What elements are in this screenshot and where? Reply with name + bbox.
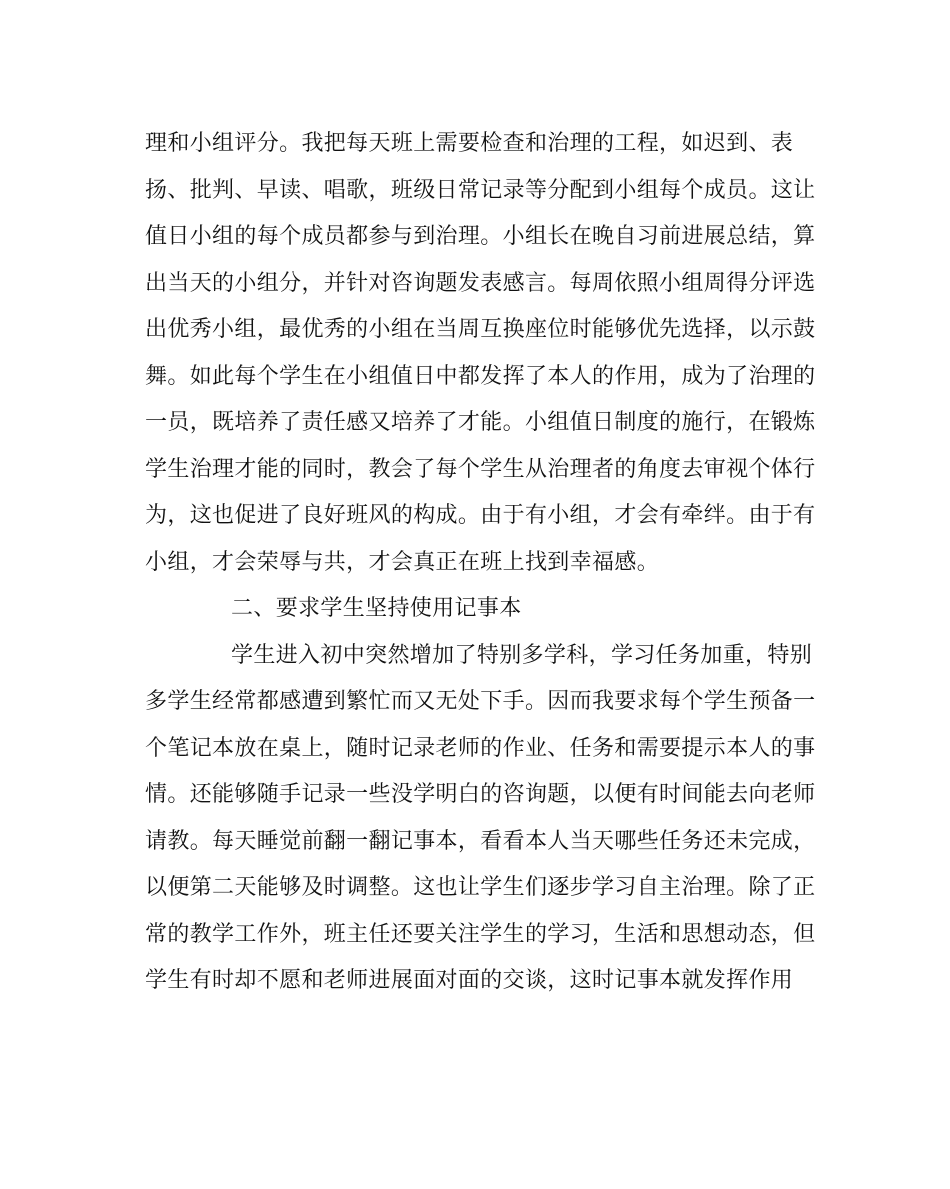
paragraph-2-line-8: 学生有时却不愿和老师进展面对面的交谈，这时记事本就发挥作用 [145, 968, 794, 993]
paragraph-2-line-7: 常的教学工作外，班主任还要关注学生的学习，生活和思想动态，但 [145, 922, 816, 947]
paragraph-1-line-10: 小组，才会荣辱与共，才会真正在班上找到幸福感。 [145, 550, 660, 575]
paragraph-2-line-5: 请教。每天睡觉前翻一翻记事本，看看本人当天哪些任务还未完成， [145, 829, 816, 854]
paragraph-1-line-7: 一员，既培养了责任感又培养了才能。小组值日制度的施行，在锻炼 [145, 410, 816, 435]
paragraph-1-line-2: 扬、批判、早读、唱歌，班级日常记录等分配到小组每个成员。这让 [145, 178, 816, 203]
section-heading: 二、要求学生坚持使用记事本 [231, 596, 522, 621]
paragraph-2-line-6: 以便第二天能够及时调整。这也让学生们逐步学习自主治理。除了正 [145, 875, 816, 900]
paragraph-2-line-3: 个笔记本放在桌上，随时记录老师的作业、任务和需要提示本人的事 [145, 736, 816, 761]
paragraph-1-line-1: 理和小组评分。我把每天班上需要检查和治理的工程，如迟到、表 [145, 131, 794, 156]
paragraph-1-line-8: 学生治理才能的同时，教会了每个学生从治理者的角度去审视个体行 [145, 457, 816, 482]
paragraph-2-line-2: 多学生经常都感遭到繁忙而又无处下手。因而我要求每个学生预备一 [145, 689, 816, 714]
paragraph-1-line-5: 出优秀小组，最优秀的小组在当周互换座位时能够优先选择，以示鼓 [145, 317, 816, 342]
paragraph-2-line-4: 情。还能够随手记录一些没学明白的咨询题，以便有时间能去向老师 [145, 782, 816, 807]
paragraph-1-line-9: 为，这也促进了良好班风的构成。由于有小组，才会有牵绊。由于有 [145, 503, 816, 528]
paragraph-1-line-6: 舞。如此每个学生在小组值日中都发挥了本人的作用，成为了治理的 [145, 364, 816, 389]
paragraph-1-line-4: 出当天的小组分，并针对咨询题发表感言。每周依照小组周得分评选 [145, 271, 816, 296]
paragraph-2-line-1: 学生进入初中突然增加了特别多学科，学习任务加重，特别 [231, 643, 813, 668]
paragraph-1-line-3: 值日小组的每个成员都参与到治理。小组长在晚自习前进展总结，算 [145, 224, 816, 249]
